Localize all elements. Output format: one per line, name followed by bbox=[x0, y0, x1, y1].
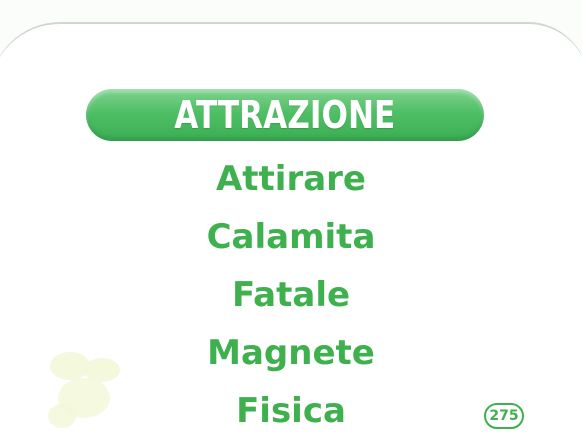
word-item: Fatale bbox=[231, 275, 351, 315]
word-item: Fisica bbox=[236, 391, 346, 431]
word-item: Attirare bbox=[215, 159, 366, 199]
word-item: Magnete bbox=[207, 333, 375, 373]
card-title: ATTRAZIONE bbox=[174, 93, 396, 137]
word-item: Calamita bbox=[206, 217, 376, 257]
forbidden-words-list bbox=[0, 150, 582, 432]
card-title-banner bbox=[86, 89, 484, 141]
card-number-badge: 275 bbox=[484, 403, 524, 429]
